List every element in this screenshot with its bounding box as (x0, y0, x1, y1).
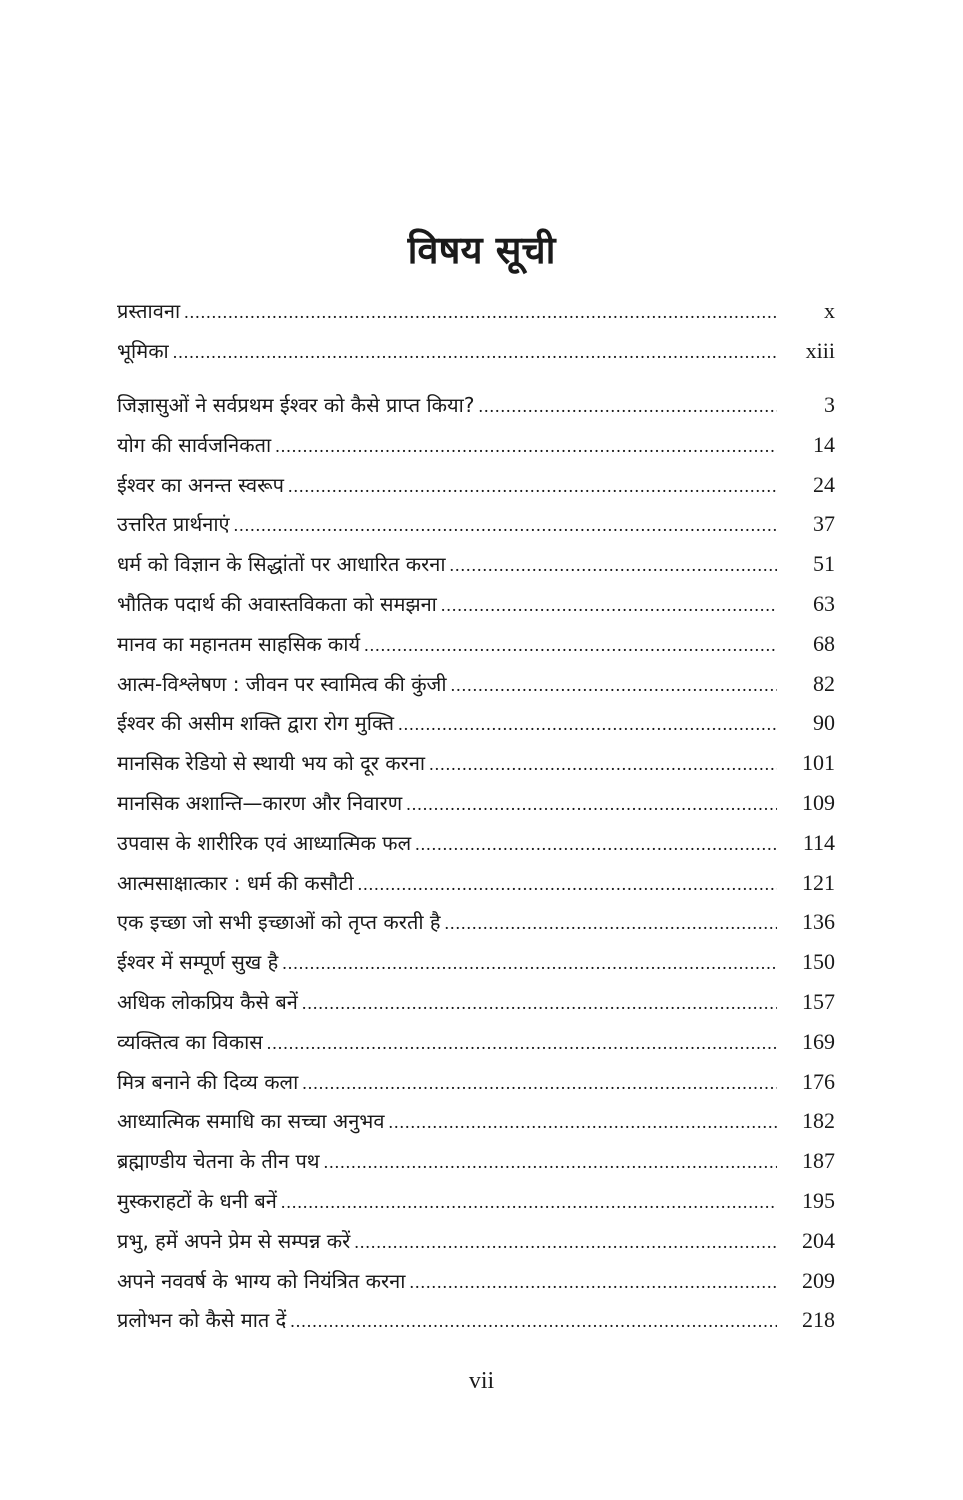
toc-entry-page: xiii (805, 337, 835, 363)
toc-entry-title: मानसिक अशान्ति—कारण और निवारण (117, 790, 403, 815)
toc-dot-leader (388, 1103, 777, 1143)
toc-front-matter (117, 291, 835, 371)
toc-entry (117, 982, 835, 1022)
toc-entry-page: 37 (813, 511, 835, 537)
toc-entry-title: एक इच्छा जो सभी इच्छाओं को तृप्त करती है (117, 910, 441, 935)
toc-entry (117, 823, 835, 863)
toc-entry-page: 68 (813, 630, 835, 656)
toc-entry-title: अधिक लोकप्रिय कैसे बनें (117, 989, 298, 1014)
toc-entry (117, 1062, 835, 1102)
toc-entry-title: जिज्ञासुओं ने सर्वप्रथम ईश्वर को कैसे प्राप्त किया? (117, 393, 475, 417)
toc-entry-page: 182 (802, 1108, 835, 1134)
toc-entry (117, 664, 835, 704)
toc-entry (117, 584, 835, 624)
toc-entry-title: ईश्वर का अनन्त स्वरूप (117, 472, 284, 497)
toc-entry-page: 187 (802, 1148, 835, 1174)
toc-entry (117, 624, 835, 664)
toc-entry-page: 14 (813, 431, 835, 457)
toc-dot-leader (445, 904, 778, 944)
toc-entry-title: आत्मसाक्षात्कार : धर्म की कसौटी (117, 870, 354, 895)
toc-dot-leader (364, 626, 777, 666)
toc-dot-leader (406, 785, 777, 825)
toc-entry-title: भौतिक पदार्थ की अवास्तविकता को समझना (117, 591, 437, 616)
toc-entry-page: 121 (802, 869, 835, 895)
toc-entry-title: धर्म को विज्ञान के सिद्धांतों पर आधारित करना (117, 552, 446, 577)
toc-dot-leader (451, 666, 777, 706)
toc-entry (117, 863, 835, 903)
toc-entry-title: प्रलोभन को कैसे मात दें (117, 1308, 287, 1333)
toc-entry-page: 24 (813, 471, 835, 497)
toc-entry-title: ब्रह्माण्डीय चेतना के तीन पथ (117, 1149, 320, 1174)
toc-entry-page: 63 (813, 590, 835, 616)
toc-dot-leader (282, 944, 777, 984)
toc-entry (117, 1181, 835, 1221)
toc-entry (117, 465, 835, 505)
toc-entry-title: आत्म-विश्लेषण : जीवन पर स्वामित्व की कुंजी (117, 671, 447, 696)
toc-entry-page: 101 (802, 750, 835, 776)
toc-dot-leader (173, 333, 777, 373)
toc-entry (117, 385, 835, 425)
toc-entry-page: 176 (802, 1068, 835, 1094)
toc-entry (117, 743, 835, 783)
toc-entry-title: अपने नववर्ष के भाग्य को नियंत्रित करना (117, 1268, 406, 1293)
toc-entry (117, 425, 835, 465)
toc-entry-page: x (824, 298, 835, 323)
toc-entry-title: भूमिका (117, 338, 169, 363)
toc-entry-page: 204 (802, 1227, 835, 1253)
toc-entry (117, 1261, 835, 1301)
toc-dot-leader (234, 506, 777, 546)
toc-entry (117, 331, 835, 371)
toc-dot-leader (478, 387, 777, 427)
toc-entry-page: 169 (802, 1028, 835, 1054)
toc-entry-page: 3 (824, 392, 835, 417)
toc-dot-leader (324, 1143, 777, 1183)
toc-entry (117, 1221, 835, 1261)
toc-dot-leader (415, 825, 777, 865)
toc-entry (117, 504, 835, 544)
toc-entry-page: 195 (802, 1187, 835, 1213)
toc-entry-page: 150 (802, 949, 835, 975)
toc-dot-leader (267, 1024, 777, 1064)
toc-dot-leader (398, 705, 777, 745)
toc-entry-page: 218 (802, 1307, 835, 1333)
toc-dot-leader (358, 865, 777, 905)
toc-entry-title: मानव का महानतम साहसिक कार्य (117, 631, 361, 656)
toc-entry-page: 114 (802, 829, 835, 855)
toc-entry-page: 157 (802, 988, 835, 1014)
toc-entry-page: 209 (802, 1267, 835, 1293)
toc-dot-leader (450, 546, 777, 586)
toc-entry (117, 703, 835, 743)
toc-entry (117, 902, 835, 942)
toc-chapters (117, 385, 835, 1340)
toc-entry-title: मुस्कराहटों के धनी बनें (117, 1188, 277, 1213)
toc-entry-page: 136 (802, 909, 835, 935)
toc-entry-page: 82 (813, 670, 835, 696)
toc-dot-leader (281, 1183, 777, 1223)
toc-entry (117, 544, 835, 584)
toc-dot-leader (429, 745, 777, 785)
toc-entry-page: 51 (813, 551, 835, 577)
toc-entry (117, 1101, 835, 1141)
toc-entry-title: प्रस्तावना (117, 299, 181, 323)
toc-entry-title: प्रभु, हमें अपने प्रेम से सम्पन्न करें (117, 1228, 351, 1253)
toc-dot-leader (441, 586, 777, 626)
toc-entry-title: ईश्वर में सम्पूर्ण सुख है (117, 950, 279, 975)
toc-entry-title: ईश्वर की असीम शक्ति द्वारा रोग मुक्ति (117, 711, 395, 736)
toc-entry (117, 291, 835, 331)
toc-entry-title: योग की सार्वजनिकता (117, 432, 272, 457)
toc-entry-title: उत्तरित प्रार्थनाएं (117, 512, 230, 537)
toc-entry (117, 1141, 835, 1181)
toc-entry-title: मित्र बनाने की दिव्य कला (117, 1069, 299, 1094)
toc-dot-leader (288, 467, 777, 507)
toc-entry-page: 90 (813, 710, 835, 736)
toc-entry-page: 109 (802, 789, 835, 815)
toc-entry-title: उपवास के शारीरिक एवं आध्यात्मिक फल (117, 830, 412, 855)
toc-entry (117, 1300, 835, 1340)
toc-dot-leader (302, 1064, 777, 1104)
toc-entry (117, 1022, 835, 1062)
toc-entry-title: आध्यात्मिक समाधि का सच्चा अनुभव (117, 1109, 385, 1134)
page-title: विषय सूची (407, 228, 556, 272)
toc-dot-leader (184, 293, 777, 333)
page-number: vii (468, 1368, 495, 1394)
toc-entry-title: मानसिक रेडियो से स्थायी भय को दूर करना (117, 751, 426, 776)
toc-dot-leader (302, 984, 777, 1024)
toc-dot-leader (275, 427, 777, 467)
toc-dot-leader (290, 1302, 777, 1342)
toc-dot-leader (354, 1223, 777, 1263)
toc-entry-title: व्यक्तित्व का विकास (117, 1029, 263, 1054)
toc-dot-leader (409, 1263, 777, 1303)
toc-entry (117, 942, 835, 982)
toc-entry (117, 783, 835, 823)
